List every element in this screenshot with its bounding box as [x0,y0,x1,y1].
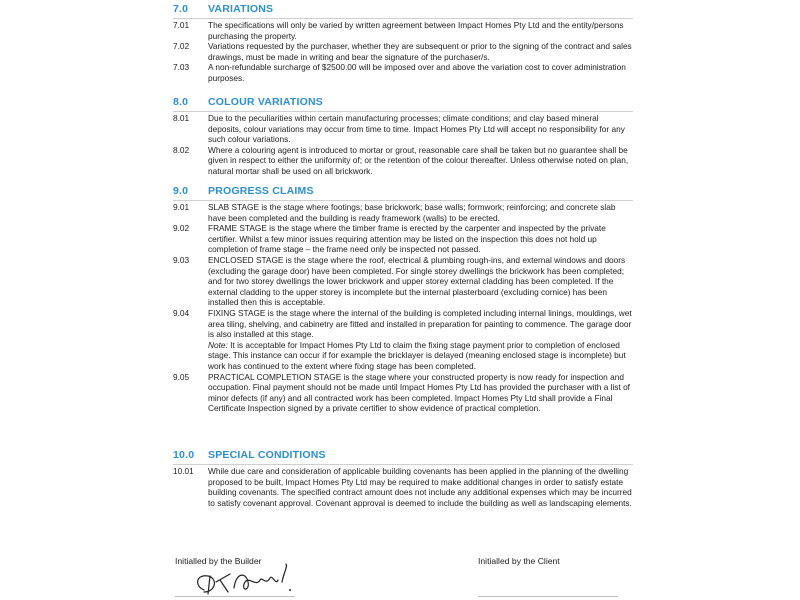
clause [173,145,633,177]
section-title: COLOUR VARIATIONS [208,96,324,108]
client-initial-label: Initialled by the Client [478,556,560,566]
section-heading [173,96,633,111]
section-number: 10.0 [173,449,195,461]
clause-text: PRACTICAL COMPLETION STAGE is the stage where your constructed property is now ready for inspection and occupation. Final payment should not be made until Impact Homes Pty Ltd has provided the purchaser with a list of minor defects (if any) and all contracted work has been completed. Impact Homes Pty Ltd shall provide a Final Certificate Inspection signed by a private certifier to show evidence of practical completion. [208,371,630,414]
clause-text: Where a colouring agent is introduced to mortar or grout, reasonable care shall be taken but no guarantee shall be given in respect to either the uniformity of; or the retention of the colour thereafter. Unless otherwise noted on plan, natural mortar shall be used on all brickwork. [208,144,629,176]
note-text: It is acceptable for Impact Homes Pty Ltd to claim the fixing stage payment prior to completion of enclosed stage. This instance can occur if for example the bricklayer is delayed (meaning enclosed stage is incomplete) but work has continued to the extent where fixing stage has been completed. [208,339,626,371]
clause-text: FRAME STAGE is the stage where the timber frame is erected by the carpenter and inspected by the private certifier. Whilst a few minor issues requiring attention may be listed on the inspection this does not hold up completion of frame stage – the frame need only be inspected not passed. [208,223,606,255]
clause [173,223,633,255]
clause-text: The specifications will only be varied by written agreement between Impact Homes Pty Ltd and the entity/persons purchasing the property. [208,20,624,41]
clause-number: 7.02 [173,41,190,52]
note-label: Note: [208,339,228,350]
clause-number: 8.02 [173,144,190,155]
section-progress-claims [173,185,633,414]
clause-number: 8.01 [173,113,190,123]
section-heading [173,185,633,200]
clause-number: 7.01 [173,20,190,30]
clause-number: 9.03 [173,254,190,265]
clause-text: A non-refundable surcharge of $2500.00 will be imposed over and above the variation cost to cover administration purposes. [208,62,626,83]
clause-number: 7.03 [173,62,190,73]
clause [173,255,633,308]
clause [173,113,633,145]
client-sign-line [478,596,618,597]
clause [173,62,633,83]
section-title: SPECIAL CONDITIONS [208,449,326,461]
clause-number: 10.01 [173,466,194,476]
section-colour-variations [173,96,633,177]
clause [173,308,633,372]
section-special-conditions [173,449,633,508]
section-heading [173,449,633,464]
clause-number: 9.01 [173,202,190,212]
section-divider [173,464,633,465]
clause-text: FIXING STAGE is the stage where the internal of the building is completed including internal linings, mouldings, wet area tiling, shelving, and cabinetry are fitted and installed in preparation for painting to commence. The garage door is also installed at this stage. [208,307,632,340]
clause [173,41,633,62]
section-title: PROGRESS CLAIMS [208,185,314,197]
clause-number: 9.02 [173,223,190,234]
clause-text: SLAB STAGE is the stage where footings; base brickwork; base walls; formwork; reinforcing; and concrete slab have been completed and the building is ready framework (walls) to be erected. [208,202,616,223]
clause [173,20,633,41]
section-number: 9.0 [173,185,189,197]
builder-sign-line [175,596,295,597]
section-number: 7.0 [173,3,189,15]
section-divider [173,18,633,19]
clause-text: ENCLOSED STAGE is the stage where the roof, electrical & plumbing rough-ins, and external windows and doors (excluding the garage door) have been completed. For single storey dwellings the brickwork has been completed; and for two storey dwellings the lower brickwork and upper storey external cladding has been completed. If the external cladding to the upper storey is incomplete but the internal plasterboard (excluding cornice) has been installed then this is acceptable. [208,254,626,308]
section-variations [173,3,633,84]
clause-body [208,308,633,372]
builder-initial-label: Initialled by the Builder [175,556,262,566]
section-divider [173,200,633,201]
clause-text: Due to the peculiarities within certain manufacturing processes; climate conditions; and clay based mineral deposits, colour variations may occur from time to time. Impact Homes Pty Ltd will accept no responsibility for any such colour variations. [208,113,625,145]
clause-text: While due care and consideration of applicable building covenants has been applied in the planning of the dwelling proposed to be built, Impact Homes Pty Ltd may be required to make additional changes in order to satisfy estate building covenants. The specified contract amount does not include any additional expenses which may be incurred to satisfy covenant approval. Covenant approval is deemed to include the building as well as landscaping elements. [208,466,632,508]
clause [173,466,633,508]
clause [173,372,633,414]
section-title: VARIATIONS [208,3,274,15]
clause [173,202,633,223]
clause-number: 9.04 [173,307,190,318]
builder-signature [190,560,300,598]
section-divider [173,111,633,112]
section-number: 8.0 [173,96,189,108]
clause-number: 9.05 [173,371,190,382]
clause-text: Variations requested by the purchaser, whether they are subsequent or prior to the signing of the contract and sales drawings, must be made in writing and bear the signature of the purchaser/s. [208,41,632,62]
section-heading [173,3,633,18]
